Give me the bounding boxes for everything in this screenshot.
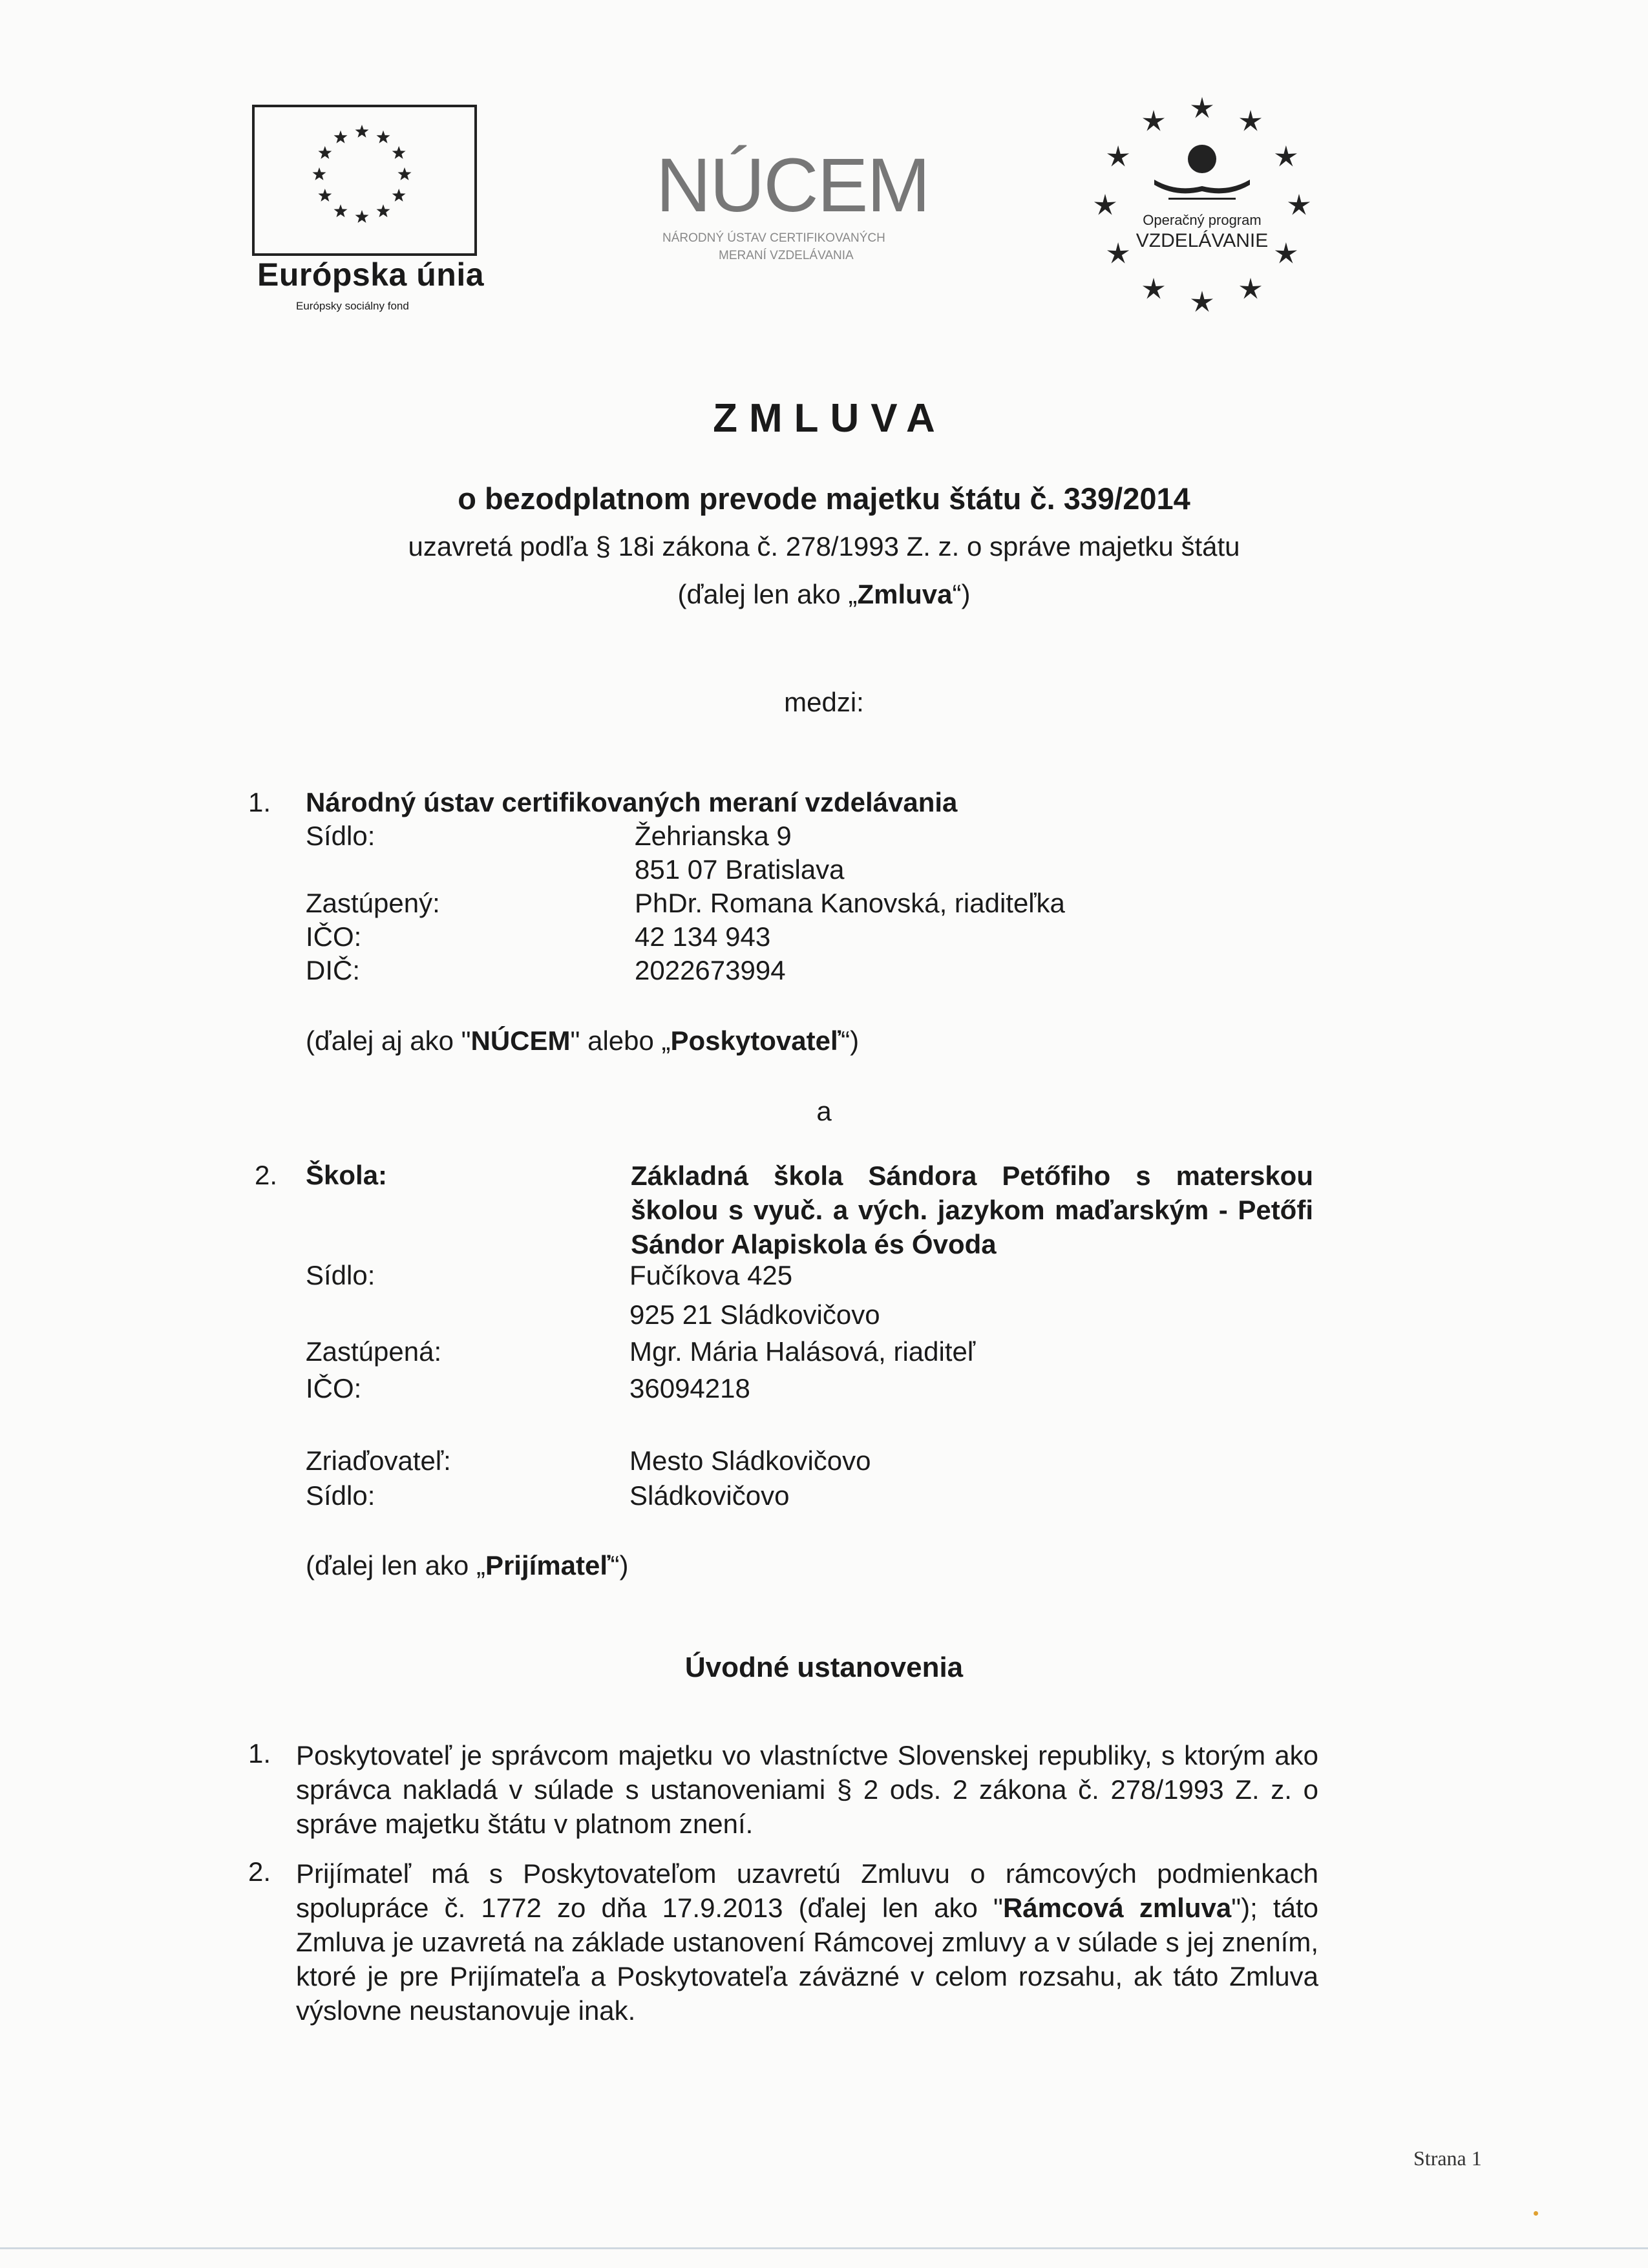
party1-label: DIČ:	[306, 955, 360, 985]
conjunction: a	[816, 1096, 832, 1126]
party2-reference: (ďalej len ako „Prijímateľ“)	[306, 1550, 629, 1580]
star-icon	[377, 131, 390, 143]
party2-label: Zriaďovateľ:	[306, 1445, 451, 1476]
star-icon	[1107, 145, 1129, 167]
party2-value: 925 21 Sládkovičovo	[629, 1299, 880, 1330]
nucem-logo-line1: NÁRODNÝ ÚSTAV CERTIFIKOVANÝCH	[662, 231, 885, 245]
star-icon	[355, 210, 369, 223]
between-label: medzi:	[784, 687, 864, 717]
star-icon	[1275, 242, 1297, 264]
page-bottom-edge	[0, 2247, 1648, 2249]
star-icon	[318, 189, 332, 202]
list-item-text: Prijímateľ má s Poskytovateľom uzavretú Zmluvu o rámcových podmienkach spolupráce č. 1772 zo dňa 17.9.2013 (ďalej len ako "Rámcová zmluva"); táto Zmluva je uzavretá na základe ustanovení Rámcovej zmluvy a v súlade s jej znením, ktoré je pre Prijímateľa a Poskytovateľa záväzné v celom rozsahu, ak táto Zmluva výslovne neustanovuje inak.	[296, 1858, 1318, 2026]
star-icon	[377, 204, 390, 217]
party1-value: 851 07 Bratislava	[635, 854, 845, 885]
star-icon	[392, 146, 406, 159]
document-title: ZMLUVA	[713, 396, 947, 441]
op-figure-head-icon	[1188, 145, 1216, 173]
op-logo-line2: VZDELÁVANIE	[1136, 230, 1269, 251]
list-item-number: 1.	[248, 1738, 271, 1769]
document-legal-basis: uzavretá podľa § 18i zákona č. 278/1993 Z. z. o správe majetku štátu	[408, 531, 1240, 562]
document-reference: (ďalej len ako „Zmluva“)	[677, 579, 971, 609]
party2-value: 36094218	[629, 1373, 750, 1403]
party1-value: PhDr. Romana Kanovská, riaditeľka	[635, 888, 1065, 918]
star-icon	[1288, 194, 1310, 215]
star-icon	[1275, 145, 1297, 167]
nucem-logo-wordmark: NÚCEM	[656, 143, 929, 228]
star-icon	[334, 131, 348, 143]
party1-label: IČO:	[306, 921, 362, 952]
star-icon	[1240, 110, 1262, 131]
party2-value: Sládkovičovo	[629, 1480, 790, 1511]
party2-label: Sídlo:	[306, 1480, 375, 1511]
star-icon	[1191, 291, 1213, 312]
star-icon	[318, 146, 332, 159]
party2-label: IČO:	[306, 1373, 362, 1403]
star-icon	[392, 189, 406, 202]
party1-value: 2022673994	[635, 955, 786, 985]
star-icon	[334, 204, 348, 217]
op-logo-line1: Operačný program	[1143, 212, 1262, 228]
star-icon	[1143, 278, 1165, 299]
eu-stars-icon	[255, 107, 469, 256]
party1-reference: (ďalej aj ako "NÚCEM" alebo „Poskytovateľ“)	[306, 1025, 860, 1056]
party2-name: Základná škola Sándora Petőfiho s materskou školou s vyuč. a vých. jazykom maďarským - Petőfi Sándor Alapiskola és Óvoda	[631, 1160, 1313, 1259]
party2-number: 2.	[255, 1160, 278, 1190]
star-icon	[1240, 278, 1262, 299]
page-number: Strana 1	[1413, 2147, 1482, 2170]
list-item-number: 2.	[248, 1856, 271, 1887]
star-icon	[1107, 242, 1129, 264]
nucem-logo-line2: MERANÍ VZDELÁVANIA	[719, 249, 854, 262]
party1-value: 42 134 943	[635, 921, 771, 952]
eu-logo-title: Európska únia	[257, 257, 485, 293]
party1-label: Sídlo:	[306, 821, 375, 851]
op-vzdelavanie-logo	[1092, 96, 1312, 315]
party2-label: Zastúpená:	[306, 1336, 442, 1367]
party1-number: 1.	[248, 787, 271, 817]
party2-label: Sídlo:	[306, 1260, 375, 1290]
section-title: Úvodné ustanovenia	[684, 1652, 964, 1683]
party1-label: Zastúpený:	[306, 888, 440, 918]
star-icon	[1191, 97, 1213, 118]
star-icon	[313, 167, 326, 180]
party2-label: Škola:	[306, 1160, 388, 1190]
star-icon	[355, 125, 369, 138]
party2-value: Mesto Sládkovičovo	[629, 1445, 871, 1476]
star-icon	[398, 167, 412, 180]
document-subtitle: o bezodplatnom prevode majetku štátu č. 339/2014	[458, 481, 1190, 516]
list-item-text: Poskytovateľ je správcom majetku vo vlastníctve Slovenskej republiky, s ktorým ako správca nakladá v súlade s ustanoveniami § 2 ods. 2 zákona č. 278/1993 Z. z. o správe majetku štátu v platnom znení.	[296, 1740, 1318, 1839]
star-icon	[1094, 194, 1116, 215]
party1-value: Žehrianska 9	[635, 821, 792, 851]
party2-value: Fučíkova 425	[629, 1260, 793, 1290]
eu-logo-subtitle: Európsky sociálny fond	[296, 300, 409, 312]
op-open-book-icon	[1154, 180, 1250, 193]
scan-mark	[1534, 2211, 1538, 2216]
party1-name: Národný ústav certifikovaných meraní vzdelávania	[306, 787, 958, 817]
party2-value: Mgr. Mária Halásová, riaditeľ	[629, 1336, 976, 1367]
star-icon	[1143, 110, 1165, 131]
